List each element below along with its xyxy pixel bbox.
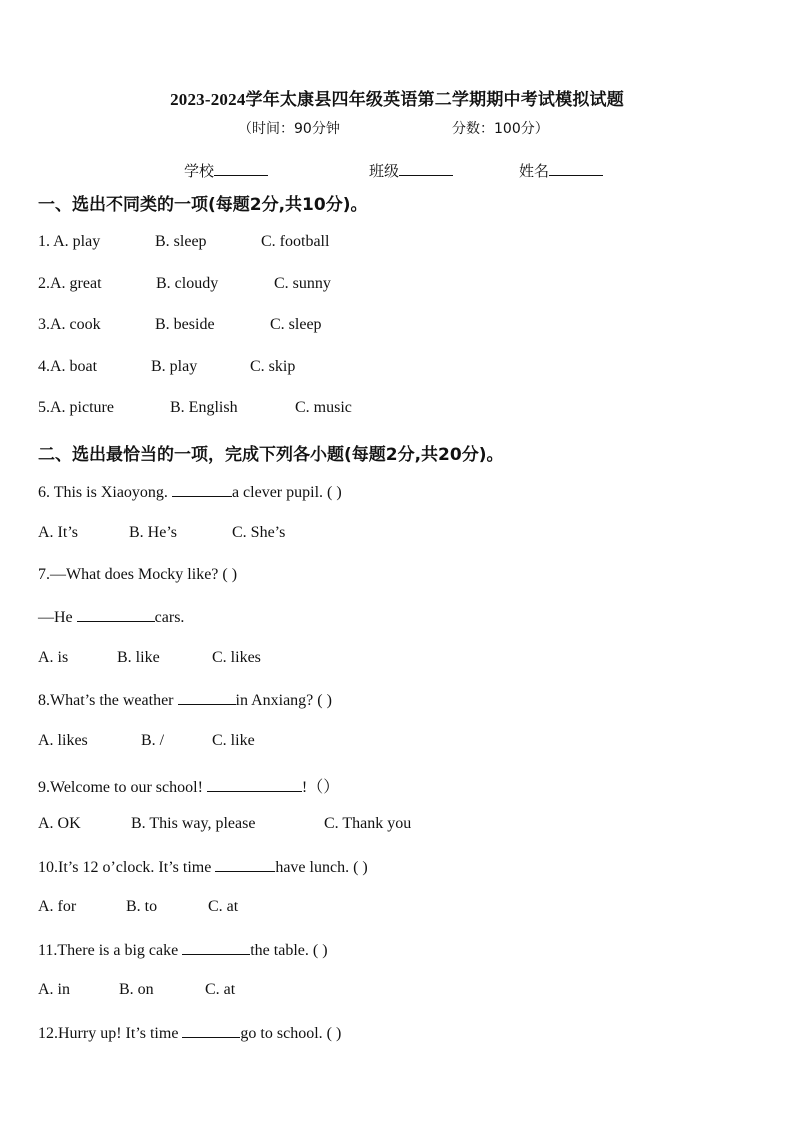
q9-stem-post: !（） [301, 779, 340, 796]
q1-option-b: B. sleep [155, 233, 207, 250]
class-blank[interactable] [399, 161, 453, 176]
q10-option-c: C. at [208, 898, 239, 915]
exam-score: 分数：100分） [452, 121, 549, 137]
q10-option-b: B. to [126, 898, 158, 915]
q8-stem-pre: 8.What’s the weather [38, 692, 178, 709]
q8-blank[interactable] [178, 690, 236, 705]
q6-stem [38, 482, 342, 502]
q11-stem [38, 940, 328, 960]
q7-answer-pre: —He [38, 609, 77, 626]
q12-stem-pre: 12.Hurry up! It’s time [38, 1025, 183, 1042]
q7-blank[interactable] [77, 607, 155, 622]
exam-title: 2023-2024学年太康县四年级英语第二学期期中考试模拟试题 [170, 90, 624, 109]
q11-option-a: A. in [38, 981, 70, 998]
q12-blank[interactable] [182, 1023, 240, 1038]
q6-blank[interactable] [172, 482, 232, 497]
q6-option-b: B. He’s [129, 524, 177, 541]
q7-answer-post: cars. [154, 609, 185, 626]
q1-option-a: 1. A. play [38, 233, 101, 250]
q11-stem-post: the table. ( ) [250, 942, 328, 959]
q5-option-c: C. music [295, 399, 352, 416]
school-field [184, 160, 268, 181]
q9-option-a: A. OK [38, 815, 81, 832]
exam-time: （时间：90分钟 [238, 121, 340, 137]
q8-option-a: A. likes [38, 732, 88, 749]
q6-stem-post: a clever pupil. ( ) [231, 484, 342, 501]
q3-option-c: C. sleep [270, 316, 322, 333]
q8-option-b: B. / [141, 732, 165, 749]
q9-stem-pre: 9.Welcome to our school! [38, 779, 207, 796]
q8-stem-post: in Anxiang? ( ) [235, 692, 332, 709]
school-label: 学校 [184, 162, 215, 180]
name-field [519, 160, 603, 181]
q11-stem-pre: 11.There is a big cake [38, 942, 183, 959]
name-label: 姓名 [519, 162, 550, 180]
q12-stem [38, 1023, 341, 1043]
q5-option-b: B. English [170, 399, 238, 416]
q6-option-a: A. It’s [38, 524, 78, 541]
q9-option-b: B. This way, please [131, 815, 256, 832]
q10-stem-post: have lunch. ( ) [275, 859, 368, 876]
q9-stem [38, 774, 339, 797]
q7-option-c: C. likes [212, 649, 261, 666]
q1-option-c: C. football [261, 233, 330, 250]
q10-option-a: A. for [38, 898, 77, 915]
q9-blank[interactable] [207, 777, 302, 792]
q2-option-c: C. sunny [274, 275, 331, 292]
name-blank[interactable] [549, 161, 603, 176]
q10-stem [38, 857, 368, 877]
q4-option-c: C. skip [250, 358, 296, 375]
q8-stem [38, 690, 332, 710]
q8-option-c: C. like [212, 732, 255, 749]
q6-stem-pre: 6. This is Xiaoyong. [38, 484, 172, 501]
q2-option-a: 2.A. great [38, 275, 102, 292]
q11-option-c: C. at [205, 981, 236, 998]
q11-option-b: B. on [119, 981, 154, 998]
q7-answer-line [38, 607, 184, 627]
section2-heading: 二、选出最恰当的一项，完成下列各小题(每题2分,共20分)。 [38, 445, 504, 465]
q7-stem: 7.—What does Mocky like? ( ) [38, 566, 238, 583]
class-field [369, 160, 453, 181]
class-label: 班级 [369, 162, 400, 180]
q9-option-c: C. Thank you [324, 815, 412, 832]
q4-option-b: B. play [151, 358, 198, 375]
q4-option-a: 4.A. boat [38, 358, 98, 375]
q5-option-a: 5.A. picture [38, 399, 114, 416]
q10-blank[interactable] [215, 857, 275, 872]
q10-stem-pre: 10.It’s 12 o’clock. It’s time [38, 859, 216, 876]
q7-option-b: B. like [117, 649, 160, 666]
q2-option-b: B. cloudy [156, 275, 219, 292]
school-blank[interactable] [214, 161, 268, 176]
q3-option-b: B. beside [155, 316, 215, 333]
q3-option-a: 3.A. cook [38, 316, 101, 333]
q11-blank[interactable] [182, 940, 250, 955]
q12-stem-post: go to school. ( ) [240, 1025, 342, 1042]
section1-heading: 一、选出不同类的一项(每题2分,共10分)。 [38, 195, 368, 215]
q6-option-c: C. She’s [232, 524, 286, 541]
q7-option-a: A. is [38, 649, 69, 666]
